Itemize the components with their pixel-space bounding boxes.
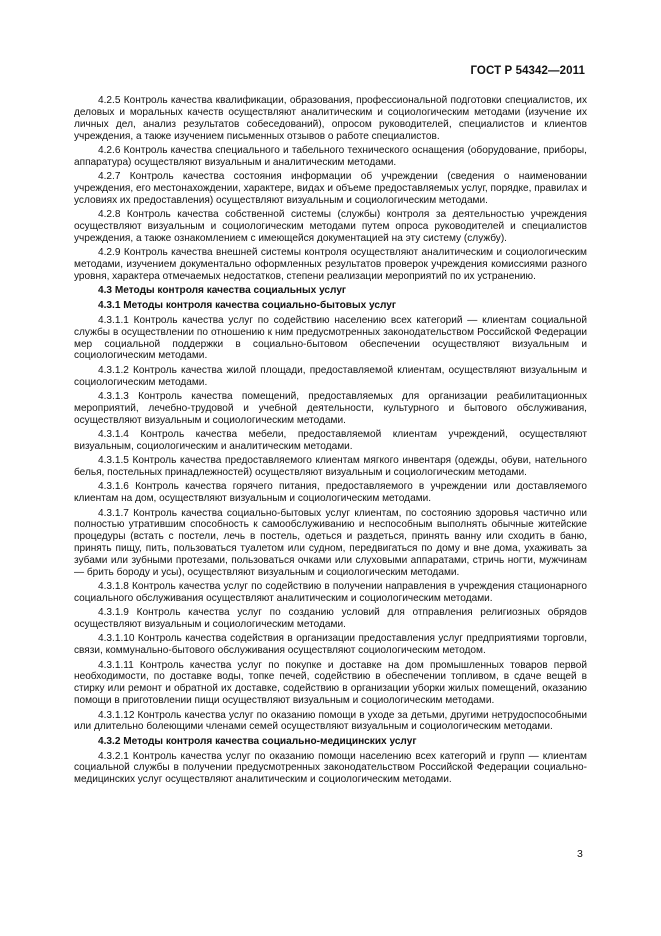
paragraph-4-2-7: 4.2.7 Контроль качества состояния информации об учреждении (сведения о наименовании учреждения, его местонахождении, характере, видах и объеме предоставляемых услуг, порядке, правилах и условиях их предоставления) осуществляют визуальным и социологическим методами. — [74, 171, 587, 206]
section-heading-4-3: 4.3 Методы контроля качества социальных услуг — [98, 285, 347, 297]
paragraph-4-3-1-6: 4.3.1.6 Контроль качества горячего питания, предоставляемого в учреждении или доставляемого клиентам на дом, осуществляют визуальным и социологическим методами. — [74, 481, 587, 505]
section-heading-4-3-2: 4.3.2 Методы контроля качества социально-медицинских услуг — [98, 735, 417, 747]
paragraph-4-3-2-1: 4.3.2.1 Контроль качества услуг по оказанию помощи населению всех категорий и групп — клиентам социальной службы в получении предусмотренных законодательством Российской Федерации социально-медицинских услуг осуществляют аналитическим и социологическим методами. — [74, 750, 587, 786]
paragraph-4-3-1-10: 4.3.1.10 Контроль качества содействия в организации предоставления услуг предприятиями торговли, связи, коммунально-бытового обслуживания осуществляют социологическим методом. — [74, 633, 587, 657]
paragraph-4-3-1-3: 4.3.1.3 Контроль качества помещений, предоставляемых для организации реабилитационных мероприятий, лечебно-трудовой и учебной деятельности, культурного и бытового обслуживания, осуществляют визуальным и социологическим методами. — [74, 390, 587, 426]
paragraph-4-3-1-12: 4.3.1.12 Контроль качества услуг по оказанию помощи в уходе за детьми, другими нетрудоспособными или длительно болеющими членами семей осуществляют визуальным и социологическим методами. — [74, 709, 587, 733]
document-id: ГОСТ Р 54342—2011 — [470, 65, 585, 77]
paragraph-4-3-1-1: 4.3.1.1 Контроль качества услуг по содействию населению всех категорий — клиентам социальной службы в осуществлении по отношению к ним предусмотренных законодательством Российской Федерации мер социальной поддержки в социально-бытовом обеспечении осуществляют визуальным и социологическим методами. — [74, 314, 587, 362]
paragraph-4-2-6: 4.2.6 Контроль качества специального и табельного технического оснащения (оборудование, приборы, аппаратура) осуществляют визуальным и аналитическим методами. — [74, 144, 587, 168]
document-body — [74, 95, 587, 789]
paragraph-4-3-1-5: 4.3.1.5 Контроль качества предоставляемого клиентам мягкого инвентаря (одежды, обуви, нательного белья, постельных принадлежностей) осуществляют визуальным и социологическим методами. — [74, 455, 587, 478]
paragraph-4-2-5: 4.2.5 Контроль качества квалификации, образования, профессиональной подготовки специалистов, их деловых и моральных качеств осуществляют аналитическим и социологическим методами (изучение их личных дел, анализ результатов собеседований), опросом руководителей, специалистов и клиентов учреждения, а также изучением письменных отзывов о работе специалистов. — [74, 95, 587, 142]
paragraph-4-3-1-2: 4.3.1.2 Контроль качества жилой площади, предоставляемой клиентам, осуществляют визуальным и социологическим методами. — [74, 364, 587, 388]
paragraph-4-2-8: 4.2.8 Контроль качества собственной системы (службы) контроля за деятельностью учреждения осуществляют визуальным и социологическим методами путем опроса руководителей и специалистов учреждения, а также ознакомлением с имеющейся документацией на эту систему (службу). — [74, 209, 587, 244]
paragraph-4-3-1-11: 4.3.1.11 Контроль качества услуг по покупке и доставке на дом промышленных товаров первой необходимости, по доставке воды, топке печей, содействию в обеспечении топливом, в сдаче вещей в стирку или ремонт и обратной их доставке, содействию в организации уборки жилых помещений, оказанию помощи в приготовлении пищи осуществляют визуальным и социологическим методами. — [74, 659, 587, 707]
paragraph-4-3-1-8: 4.3.1.8 Контроль качества услуг по содействию в получении направления в учреждения стационарного социального обслуживания осуществляют аналитическим и социологическим методами. — [74, 581, 587, 604]
paragraph-4-2-9: 4.2.9 Контроль качества внешней системы контроля осуществляют аналитическим и социологическим методами, изучением документально оформленных результатов проверок учреждения комиссиями разного уровня, характера отмечаемых недостатков, степени реализации мероприятий по их устранению. — [74, 247, 587, 282]
page-number: 3 — [577, 848, 583, 860]
section-heading-4-3-1: 4.3.1 Методы контроля качества социально-бытовых услуг — [98, 300, 397, 311]
paragraph-4-3-1-9: 4.3.1.9 Контроль качества услуг по созданию условий для отправления религиозных обрядов осуществляют визуальным и социологическим методами. — [74, 607, 587, 631]
paragraph-4-3-1-7: 4.3.1.7 Контроль качества социально-бытовых услуг клиентам, по состоянию здоровья частично или полностью утратившим способность к самообслуживанию и неспособным выполнять обычные житейские процедуры (встать с постели, лечь в постель, одеться и раздеться, принять ванну или сходить в баню, принять пищу, пить, пользоваться туалетом или судном, передвигаться по дому и вне дома, ухаживать за зубами или зубными протезами, пользоваться очками или слуховыми аппаратами, стричь ногти, мужчинам — брить бороду и усы), осуществляют визуальным и социологическим методами. — [74, 507, 587, 578]
paragraph-4-3-1-4: 4.3.1.4 Контроль качества мебели, предоставляемой клиентам учреждений, осуществляют визуальным, социологическим и аналитическим методами. — [74, 428, 587, 452]
